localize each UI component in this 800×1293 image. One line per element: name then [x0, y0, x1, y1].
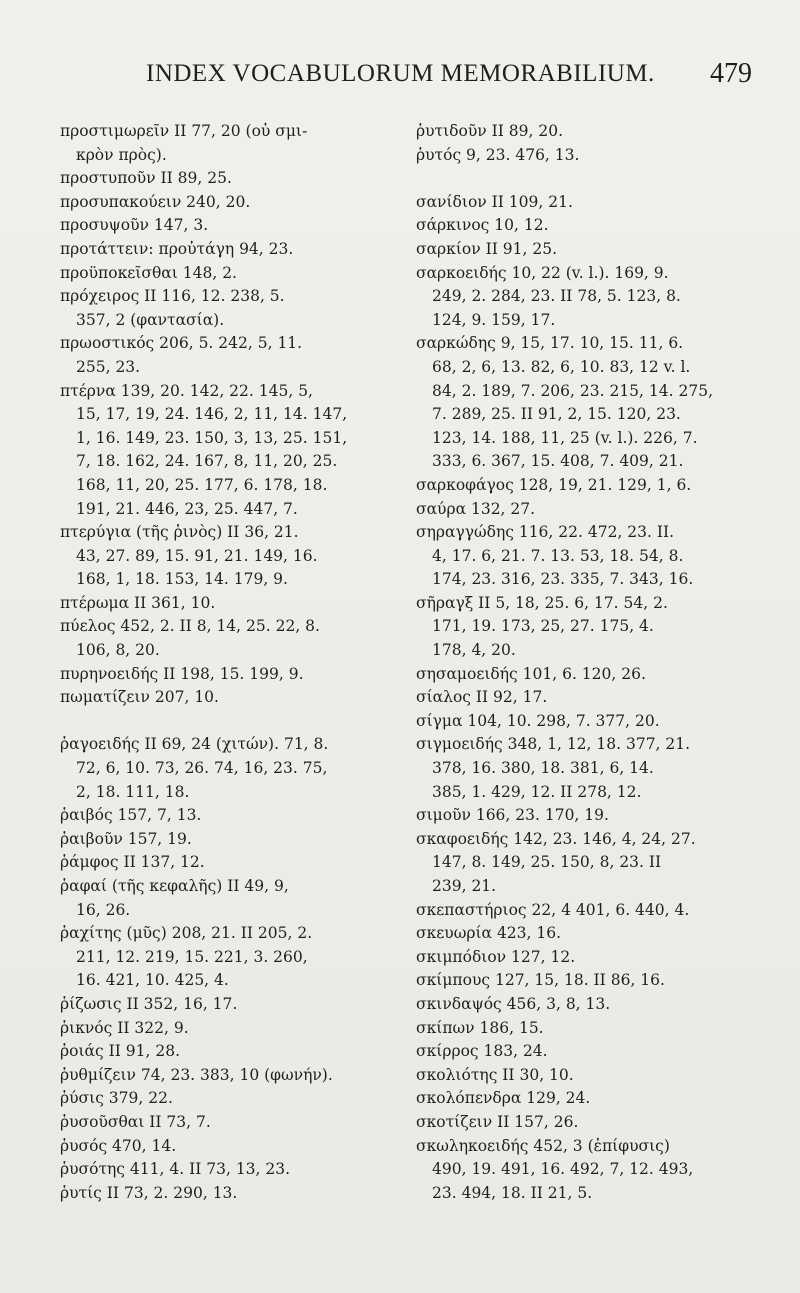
- index-entry: ῥυσότης 411, 4. II 73, 13, 23.: [60, 1160, 291, 1179]
- index-entry: σκίπων 186, 15.: [416, 1018, 544, 1037]
- index-entry-continuation: 490, 19. 491, 16. 492, 7, 12. 493,: [432, 1160, 694, 1179]
- index-entry: ῥαφαί (τῆς κεφαλῆς) II 49, 9,: [60, 877, 289, 895]
- index-entry: σιγμοειδής 348, 1, 12, 18. 377, 21.: [416, 735, 691, 754]
- index-entry-continuation: 4, 17. 6, 21. 7. 13. 53, 18. 54, 8.: [432, 546, 684, 565]
- right-column: [416, 120, 766, 1280]
- index-entry: σησαμοειδής 101, 6. 120, 26.: [416, 664, 646, 683]
- index-entry: ῥαιβός 157, 7, 13.: [60, 806, 202, 825]
- index-entry-continuation: 385, 1. 429, 12. II 278, 12.: [432, 782, 642, 801]
- index-entry: προϋποκεῖσθαι 148, 2.: [60, 263, 237, 282]
- index-entry-continuation: 72, 6, 10. 73, 26. 74, 16, 23. 75,: [76, 759, 328, 778]
- index-entry: σκίμπους 127, 15, 18. II 86, 16.: [416, 971, 665, 990]
- index-entry: ῥυτός 9, 23. 476, 13.: [416, 145, 580, 164]
- index-entry: σαύρα 132, 27.: [416, 499, 536, 518]
- index-entry-continuation: 68, 2, 6, 13. 82, 6, 10. 83, 12 v. l.: [432, 357, 691, 376]
- index-entry: πωματίζειν 207, 10.: [60, 688, 219, 707]
- section-gap: [60, 710, 400, 734]
- index-entry-continuation: 168, 1, 18. 153, 14. 179, 9.: [76, 570, 288, 589]
- index-entry: σαρκοειδής 10, 22 (v. l.). 169, 9.: [416, 263, 669, 282]
- index-entry: σαρκώδης 9, 15, 17. 10, 15. 11, 6.: [416, 334, 684, 353]
- section-gap: [416, 167, 766, 191]
- index-entry-continuation: 84, 2. 189, 7. 206, 23. 215, 14. 275,: [432, 381, 713, 400]
- index-entry: ῥάμφος II 137, 12.: [60, 853, 205, 872]
- index-entry: πρωοστικός 206, 5. 242, 5, 11.: [60, 334, 303, 353]
- index-entry-continuation: 357, 2 (φαντασία).: [76, 310, 225, 329]
- index-entry: ῥαιβοῦν 157, 19.: [60, 829, 192, 848]
- index-entry-continuation: 239, 21.: [432, 877, 497, 895]
- index-entry: προσυψοῦν 147, 3.: [60, 216, 209, 235]
- index-entry: σῆραγξ II 5, 18, 25. 6, 17. 54, 2.: [416, 593, 668, 612]
- index-entry: προσυπακούειν 240, 20.: [60, 192, 251, 211]
- index-entry: ῥοιάς II 91, 28.: [60, 1042, 180, 1061]
- index-entry-continuation: 124, 9. 159, 17.: [432, 310, 556, 329]
- index-entry: σκίρρος 183, 24.: [416, 1042, 548, 1061]
- index-entry: σίγμα 104, 10. 298, 7. 377, 20.: [416, 711, 660, 730]
- index-entry: σκεπαστήριος 22, 4 401, 6. 440, 4.: [416, 900, 690, 919]
- page-number: 479: [710, 58, 752, 89]
- index-entry: πτέρνα 139, 20. 142, 22. 145, 5,: [60, 381, 313, 400]
- index-entry-continuation: 15, 17, 19, 24. 146, 2, 11, 14. 147,: [76, 405, 348, 424]
- index-entry: σκιμπόδιον 127, 12.: [416, 947, 576, 966]
- index-entry: σκολόπενδρα 129, 24.: [416, 1089, 591, 1108]
- index-entry-continuation: 178, 4, 20.: [432, 641, 516, 660]
- left-column: [60, 120, 400, 1280]
- index-entry: ῥικνός II 322, 9.: [60, 1018, 189, 1037]
- index-entry-continuation: 147, 8. 149, 25. 150, 8, 23. II: [432, 853, 662, 872]
- header-title: INDEX VOCABULORUM MEMORABILIUM.: [146, 60, 655, 87]
- index-entry: ῥαχίτης (μῦς) 208, 21. II 205, 2.: [60, 924, 313, 943]
- index-entry-continuation: 255, 23.: [76, 357, 141, 376]
- index-entry-continuation: 43, 27. 89, 15. 91, 21. 149, 16.: [76, 546, 318, 565]
- index-entry: σίαλος II 92, 17.: [416, 688, 548, 707]
- index-entry: πύελος 452, 2. II 8, 14, 25. 22, 8.: [60, 617, 320, 636]
- index-entry: πτέρωμα II 361, 10.: [60, 593, 216, 612]
- index-entry-continuation: 378, 16. 380, 18. 381, 6, 14.: [432, 759, 654, 778]
- index-entry: ῥυτίς II 73, 2. 290, 13.: [60, 1183, 238, 1202]
- index-entry: προστυποῦν II 89, 25.: [60, 169, 232, 188]
- index-entry-continuation: 7, 18. 162, 24. 167, 8, 11, 20, 25.: [76, 452, 338, 471]
- index-entry-continuation: 106, 8, 20.: [76, 641, 160, 660]
- index-entry: ῥυθμίζειν 74, 23. 383, 10 (φωνήν).: [60, 1065, 333, 1084]
- index-entry: ῥαγοειδής II 69, 24 (χιτών). 71, 8.: [60, 735, 329, 754]
- index-entry-continuation: 123, 14. 188, 11, 25 (v. l.). 226, 7.: [432, 428, 698, 447]
- index-entry: σκαφοειδής 142, 23. 146, 4, 24, 27.: [416, 829, 696, 848]
- index-entry-continuation: 23. 494, 18. II 21, 5.: [432, 1183, 593, 1202]
- index-entry: ῥύσις 379, 22.: [60, 1089, 173, 1108]
- index-entry-continuation: 2, 18. 111, 18.: [76, 782, 190, 801]
- index-entry: πυρηνοειδής II 198, 15. 199, 9.: [60, 664, 304, 683]
- index-entry: σκευωρία 423, 16.: [416, 924, 562, 943]
- index-entry: σανίδιον II 109, 21.: [416, 192, 573, 211]
- index-entry-continuation: 174, 23. 316, 23. 335, 7. 343, 16.: [432, 570, 694, 589]
- index-entry: ῥίζωσις II 352, 16, 17.: [60, 994, 238, 1013]
- running-header: [0, 52, 800, 92]
- index-entry: πρόχειρος II 116, 12. 238, 5.: [60, 287, 285, 306]
- index-entry: ῥυσός 470, 14.: [60, 1136, 177, 1155]
- index-entry: πτερύγια (τῆς ῥινὸς) II 36, 21.: [60, 523, 299, 542]
- index-entry: σαρκίον II 91, 25.: [416, 239, 558, 258]
- index-entry: προστιμωρεῖν II 77, 20 (οὐ σμι-: [60, 122, 308, 140]
- index-entry: προτάττειν: προὐτάγη 94, 23.: [60, 239, 294, 258]
- index-entry-continuation: 168, 11, 20, 25. 177, 6. 178, 18.: [76, 475, 328, 494]
- index-entry-continuation: κρὸν πρὸς).: [76, 145, 167, 164]
- index-entry-continuation: 191, 21. 446, 23, 25. 447, 7.: [76, 499, 298, 518]
- index-entry: σαρκοφάγος 128, 19, 21. 129, 1, 6.: [416, 475, 692, 494]
- index-entry: ῥυσοῦσθαι II 73, 7.: [60, 1112, 211, 1131]
- index-entry: σκωληκοειδής 452, 3 (ἐπίφυσις): [416, 1136, 670, 1155]
- index-entry-continuation: 7. 289, 25. II 91, 2, 15. 120, 23.: [432, 405, 681, 424]
- index-entry-continuation: 211, 12. 219, 15. 221, 3. 260,: [76, 947, 308, 966]
- index-entry: σκινδαψός 456, 3, 8, 13.: [416, 994, 611, 1013]
- index-entry: ῥυτιδοῦν II 89, 20.: [416, 122, 564, 140]
- index-entry: σκοτίζειν II 157, 26.: [416, 1112, 579, 1131]
- index-entry: σηραγγώδης 116, 22. 472, 23. II.: [416, 523, 675, 542]
- index-entry-continuation: 16, 26.: [76, 900, 131, 919]
- index-entry-continuation: 171, 19. 173, 25, 27. 175, 4.: [432, 617, 654, 636]
- index-entry: σκολιότης II 30, 10.: [416, 1065, 574, 1084]
- index-entry-continuation: 333, 6. 367, 15. 408, 7. 409, 21.: [432, 452, 684, 471]
- index-entry-continuation: 16. 421, 10. 425, 4.: [76, 971, 229, 990]
- index-entry: σάρκινος 10, 12.: [416, 216, 549, 235]
- index-entry: σιμοῦν 166, 23. 170, 19.: [416, 806, 609, 825]
- index-entry-continuation: 249, 2. 284, 23. II 78, 5. 123, 8.: [432, 287, 681, 306]
- index-entry-continuation: 1, 16. 149, 23. 150, 3, 13, 25. 151,: [76, 428, 348, 447]
